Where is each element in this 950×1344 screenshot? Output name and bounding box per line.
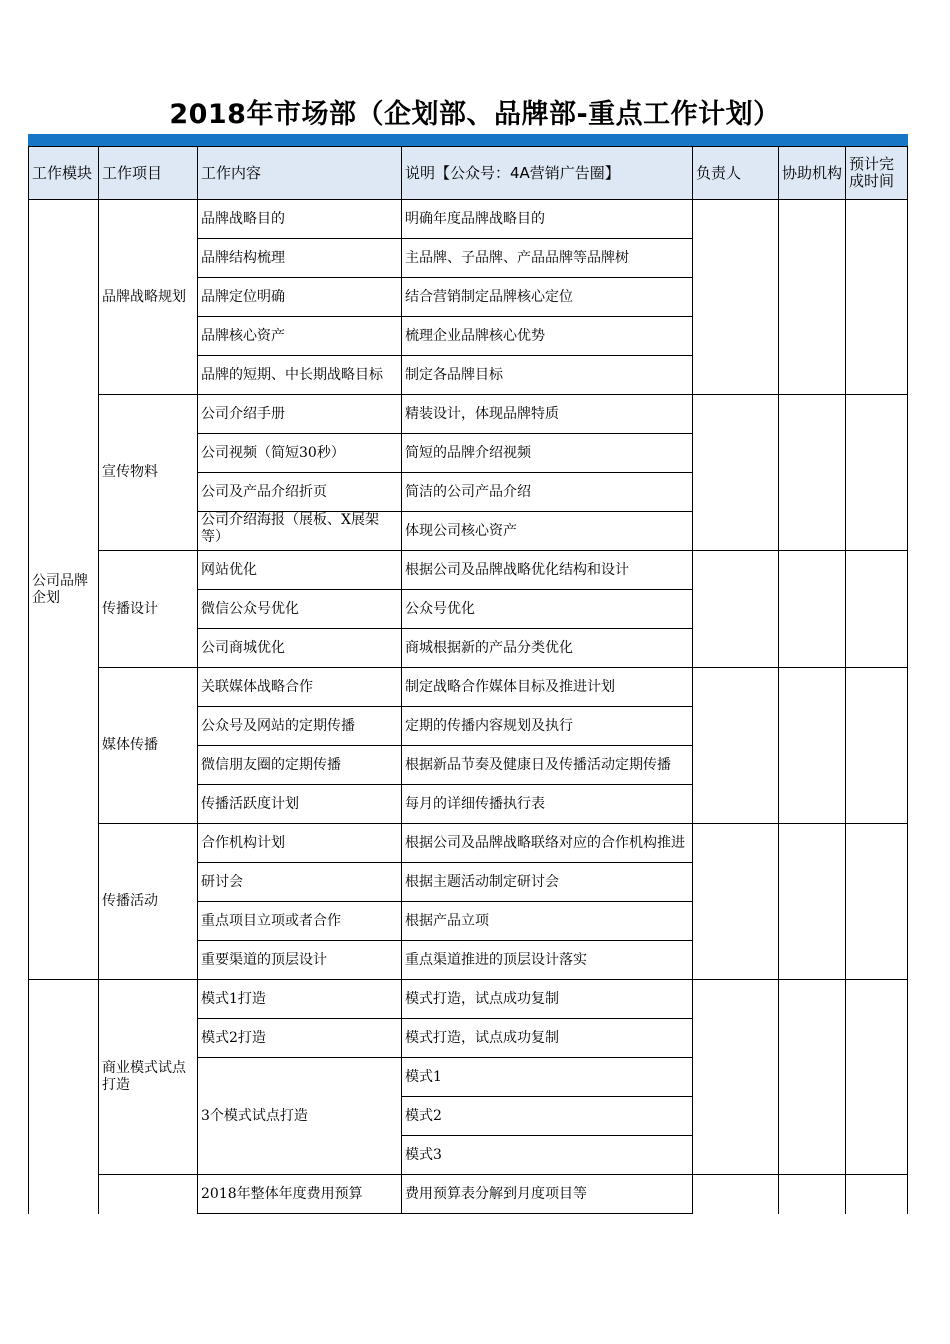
owner-cell[interactable]: [693, 980, 779, 1175]
module-cell: 公司品牌企划: [29, 200, 99, 980]
content-cell: 品牌战略目的: [198, 200, 402, 239]
desc-cell: 模式打造，试点成功复制: [402, 980, 693, 1019]
owner-cell[interactable]: [693, 1175, 779, 1214]
desc-cell: 根据主题活动制定研讨会: [402, 863, 693, 902]
desc-cell: 根据公司及品牌战略优化结构和设计: [402, 551, 693, 590]
content-cell: 重要渠道的顶层设计: [198, 941, 402, 980]
header-row: [29, 147, 908, 200]
desc-cell: 体现公司核心资产: [402, 512, 693, 551]
assist-cell[interactable]: [779, 668, 846, 824]
desc-cell: 制定战略合作媒体目标及推进计划: [402, 668, 693, 707]
deadline-cell[interactable]: [846, 980, 908, 1175]
header-bar: [28, 134, 908, 146]
content-cell: 公司及产品介绍折页: [198, 473, 402, 512]
module-cell: [29, 980, 99, 1214]
table-row: [29, 395, 908, 434]
content-cell: 研讨会: [198, 863, 402, 902]
deadline-cell[interactable]: [846, 200, 908, 395]
desc-cell: 每月的详细传播执行表: [402, 785, 693, 824]
content-cell: 2018年整体年度费用预算: [198, 1175, 402, 1214]
content-cell: 公司商城优化: [198, 629, 402, 668]
assist-cell[interactable]: [779, 980, 846, 1175]
content-cell: 合作机构计划: [198, 824, 402, 863]
project-cell: 传播活动: [99, 824, 198, 980]
table-row: [29, 200, 908, 239]
assist-cell[interactable]: [779, 1175, 846, 1214]
col-header-assist: 协助机构: [779, 147, 846, 200]
desc-cell: 根据新品节奏及健康日及传播活动定期传播: [402, 746, 693, 785]
desc-cell: 模式2: [402, 1097, 693, 1136]
content-cell: 模式1打造: [198, 980, 402, 1019]
col-header-content: 工作内容: [198, 147, 402, 200]
content-cell: 模式2打造: [198, 1019, 402, 1058]
desc-cell: 根据公司及品牌战略联络对应的合作机构推进: [402, 824, 693, 863]
assist-cell[interactable]: [779, 395, 846, 551]
desc-cell: 梳理企业品牌核心优势: [402, 317, 693, 356]
content-cell: 传播活跃度计划: [198, 785, 402, 824]
deadline-cell[interactable]: [846, 824, 908, 980]
table-row: [29, 980, 908, 1019]
desc-cell: 模式打造，试点成功复制: [402, 1019, 693, 1058]
table-row: [29, 668, 908, 707]
deadline-cell[interactable]: [846, 395, 908, 551]
work-plan-table: [28, 146, 908, 1214]
col-header-module: 工作模块: [29, 147, 99, 200]
col-header-desc: 说明【公众号：4A营销广告圈】: [402, 147, 693, 200]
assist-cell[interactable]: [779, 824, 846, 980]
deadline-cell[interactable]: [846, 551, 908, 668]
owner-cell[interactable]: [693, 668, 779, 824]
desc-cell: 结合营销制定品牌核心定位: [402, 278, 693, 317]
content-cell: 品牌核心资产: [198, 317, 402, 356]
desc-cell: 精装设计，体现品牌特质: [402, 395, 693, 434]
desc-cell: 重点渠道推进的顶层设计落实: [402, 941, 693, 980]
content-cell: 品牌定位明确: [198, 278, 402, 317]
desc-cell: 简洁的公司产品介绍: [402, 473, 693, 512]
content-cell: 微信公众号优化: [198, 590, 402, 629]
desc-cell: 公众号优化: [402, 590, 693, 629]
owner-cell[interactable]: [693, 200, 779, 395]
assist-cell[interactable]: [779, 200, 846, 395]
project-cell: 商业模式试点打造: [99, 980, 198, 1175]
deadline-cell[interactable]: [846, 1175, 908, 1214]
content-cell: 重点项目立项或者合作: [198, 902, 402, 941]
desc-cell: 模式1: [402, 1058, 693, 1097]
content-cell: 公司介绍手册: [198, 395, 402, 434]
project-cell: 传播设计: [99, 551, 198, 668]
project-cell: [99, 1175, 198, 1214]
col-header-owner: 负责人: [693, 147, 779, 200]
content-cell: 品牌的短期、中长期战略目标: [198, 356, 402, 395]
table-row: [29, 551, 908, 590]
desc-cell: 定期的传播内容规划及执行: [402, 707, 693, 746]
table-row: [29, 824, 908, 863]
content-cell: 品牌结构梳理: [198, 239, 402, 278]
owner-cell[interactable]: [693, 395, 779, 551]
page-title: 2018年市场部（企划部、品牌部-重点工作计划）: [169, 99, 781, 130]
owner-cell[interactable]: [693, 824, 779, 980]
desc-cell: 简短的品牌介绍视频: [402, 434, 693, 473]
desc-cell: 主品牌、子品牌、产品品牌等品牌树: [402, 239, 693, 278]
content-cell: 网站优化: [198, 551, 402, 590]
owner-cell[interactable]: [693, 551, 779, 668]
desc-cell: 商城根据新的产品分类优化: [402, 629, 693, 668]
desc-cell: 明确年度品牌战略目的: [402, 200, 693, 239]
content-cell: 微信朋友圈的定期传播: [198, 746, 402, 785]
col-header-deadline: 预计完成时间: [846, 147, 908, 200]
content-cell: 公司视频（简短30秒）: [198, 434, 402, 473]
desc-cell: 制定各品牌目标: [402, 356, 693, 395]
deadline-cell[interactable]: [846, 668, 908, 824]
content-cell: 3个模式试点打造: [198, 1058, 402, 1175]
content-cell: 公司介绍海报（展板、X展架等）: [198, 512, 402, 551]
content-cell: 公众号及网站的定期传播: [198, 707, 402, 746]
col-header-project: 工作项目: [99, 147, 198, 200]
project-cell: 宣传物料: [99, 395, 198, 551]
project-cell: 媒体传播: [99, 668, 198, 824]
desc-cell: 费用预算表分解到月度项目等: [402, 1175, 693, 1214]
assist-cell[interactable]: [779, 551, 846, 668]
desc-cell: 根据产品立项: [402, 902, 693, 941]
content-cell: 关联媒体战略合作: [198, 668, 402, 707]
desc-cell: 模式3: [402, 1136, 693, 1175]
table-row: [29, 1175, 908, 1214]
project-cell: 品牌战略规划: [99, 200, 198, 395]
